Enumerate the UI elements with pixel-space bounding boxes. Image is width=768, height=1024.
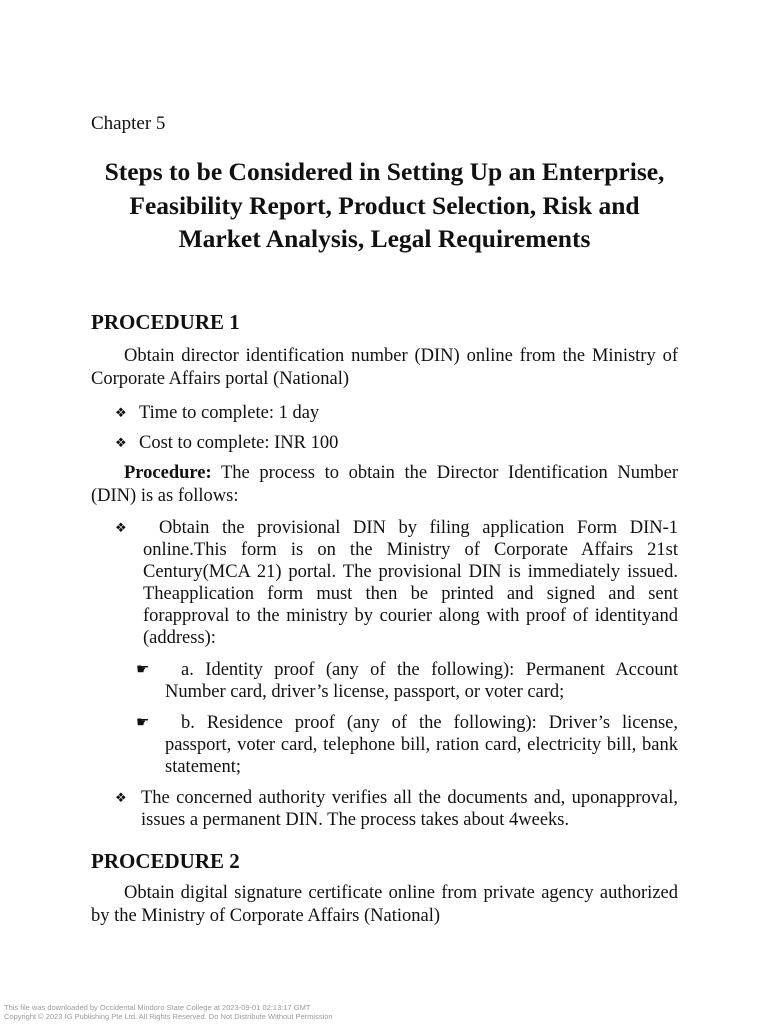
procedure-2-heading: PROCEDURE 2: [91, 849, 240, 873]
diamond-bullet-icon: ❖: [115, 520, 127, 535]
procedure-2-intro-text: Obtain digital signature certificate online from private agency authorized by the Ministry of Corporate Affairs (National): [91, 883, 678, 926]
procedure-1-intro-text: Obtain director identification number (DIN) online from the Ministry of Corporate Affairs portal (National): [91, 346, 678, 389]
residence-proof: b. Residence proof (any of the following): Driver’s license, passport, voter card, telephone bill, ration card, electricity bill, bank statement;: [165, 713, 678, 777]
procedure-description-text: The process to obtain the Director Identification Number (DIN) is as follows:: [91, 463, 678, 506]
time-to-complete: Time to complete: 1 day: [139, 403, 320, 423]
procedure-1-heading: PROCEDURE 1: [91, 310, 240, 334]
procedure-label: Procedure:: [124, 463, 212, 483]
step-provisional-din: Obtain the provisional DIN by filing application Form DIN-1 online.This form is on the Ministry of Corporate Affairs 21st Century(MCA 21) portal. The provisional DIN is immediately issued. Theapplication form must then be printed and signed and sent forapproval to the ministry by courier along with proof of identityand (address):: [143, 518, 678, 648]
cost-to-complete: Cost to complete: INR 100: [139, 433, 339, 453]
identity-proof: a. Identity proof (any of the following): Permanent Account Number card, driver’s license, passport, or voter card;: [165, 660, 678, 702]
pointing-hand-icon: ☛: [136, 662, 150, 678]
chapter-label: Chapter 5: [91, 113, 166, 134]
diamond-bullet-icon: ❖: [115, 405, 127, 420]
diamond-bullet-icon: ❖: [115, 435, 127, 450]
step-permanent-din: The concerned authority verifies all the documents and, uponapproval, issues a permanent DIN. The process takes about 4weeks.: [141, 788, 678, 830]
pointing-hand-icon: ☛: [136, 715, 150, 731]
download-footer: [4, 1003, 333, 1021]
copyright-notice: Copyright © 2023 IG Publishing Pte Ltd. All Rights Reserved. Do Not Distribute Without Permission: [4, 1012, 333, 1021]
chapter-title: Steps to be Considered in Setting Up an Enterprise, Feasibility Report, Product Selection, Risk and Market Analysis, Legal Requirements: [104, 157, 665, 253]
procedure-description: [91, 462, 678, 507]
procedure-2-intro: [91, 882, 678, 927]
diamond-bullet-icon: ❖: [115, 790, 127, 805]
procedure-1-intro: [91, 345, 678, 390]
download-notice: This file was downloaded by Occidental Mindoro State College at 2023-09-01 02:13:17 GMT: [4, 1003, 311, 1012]
